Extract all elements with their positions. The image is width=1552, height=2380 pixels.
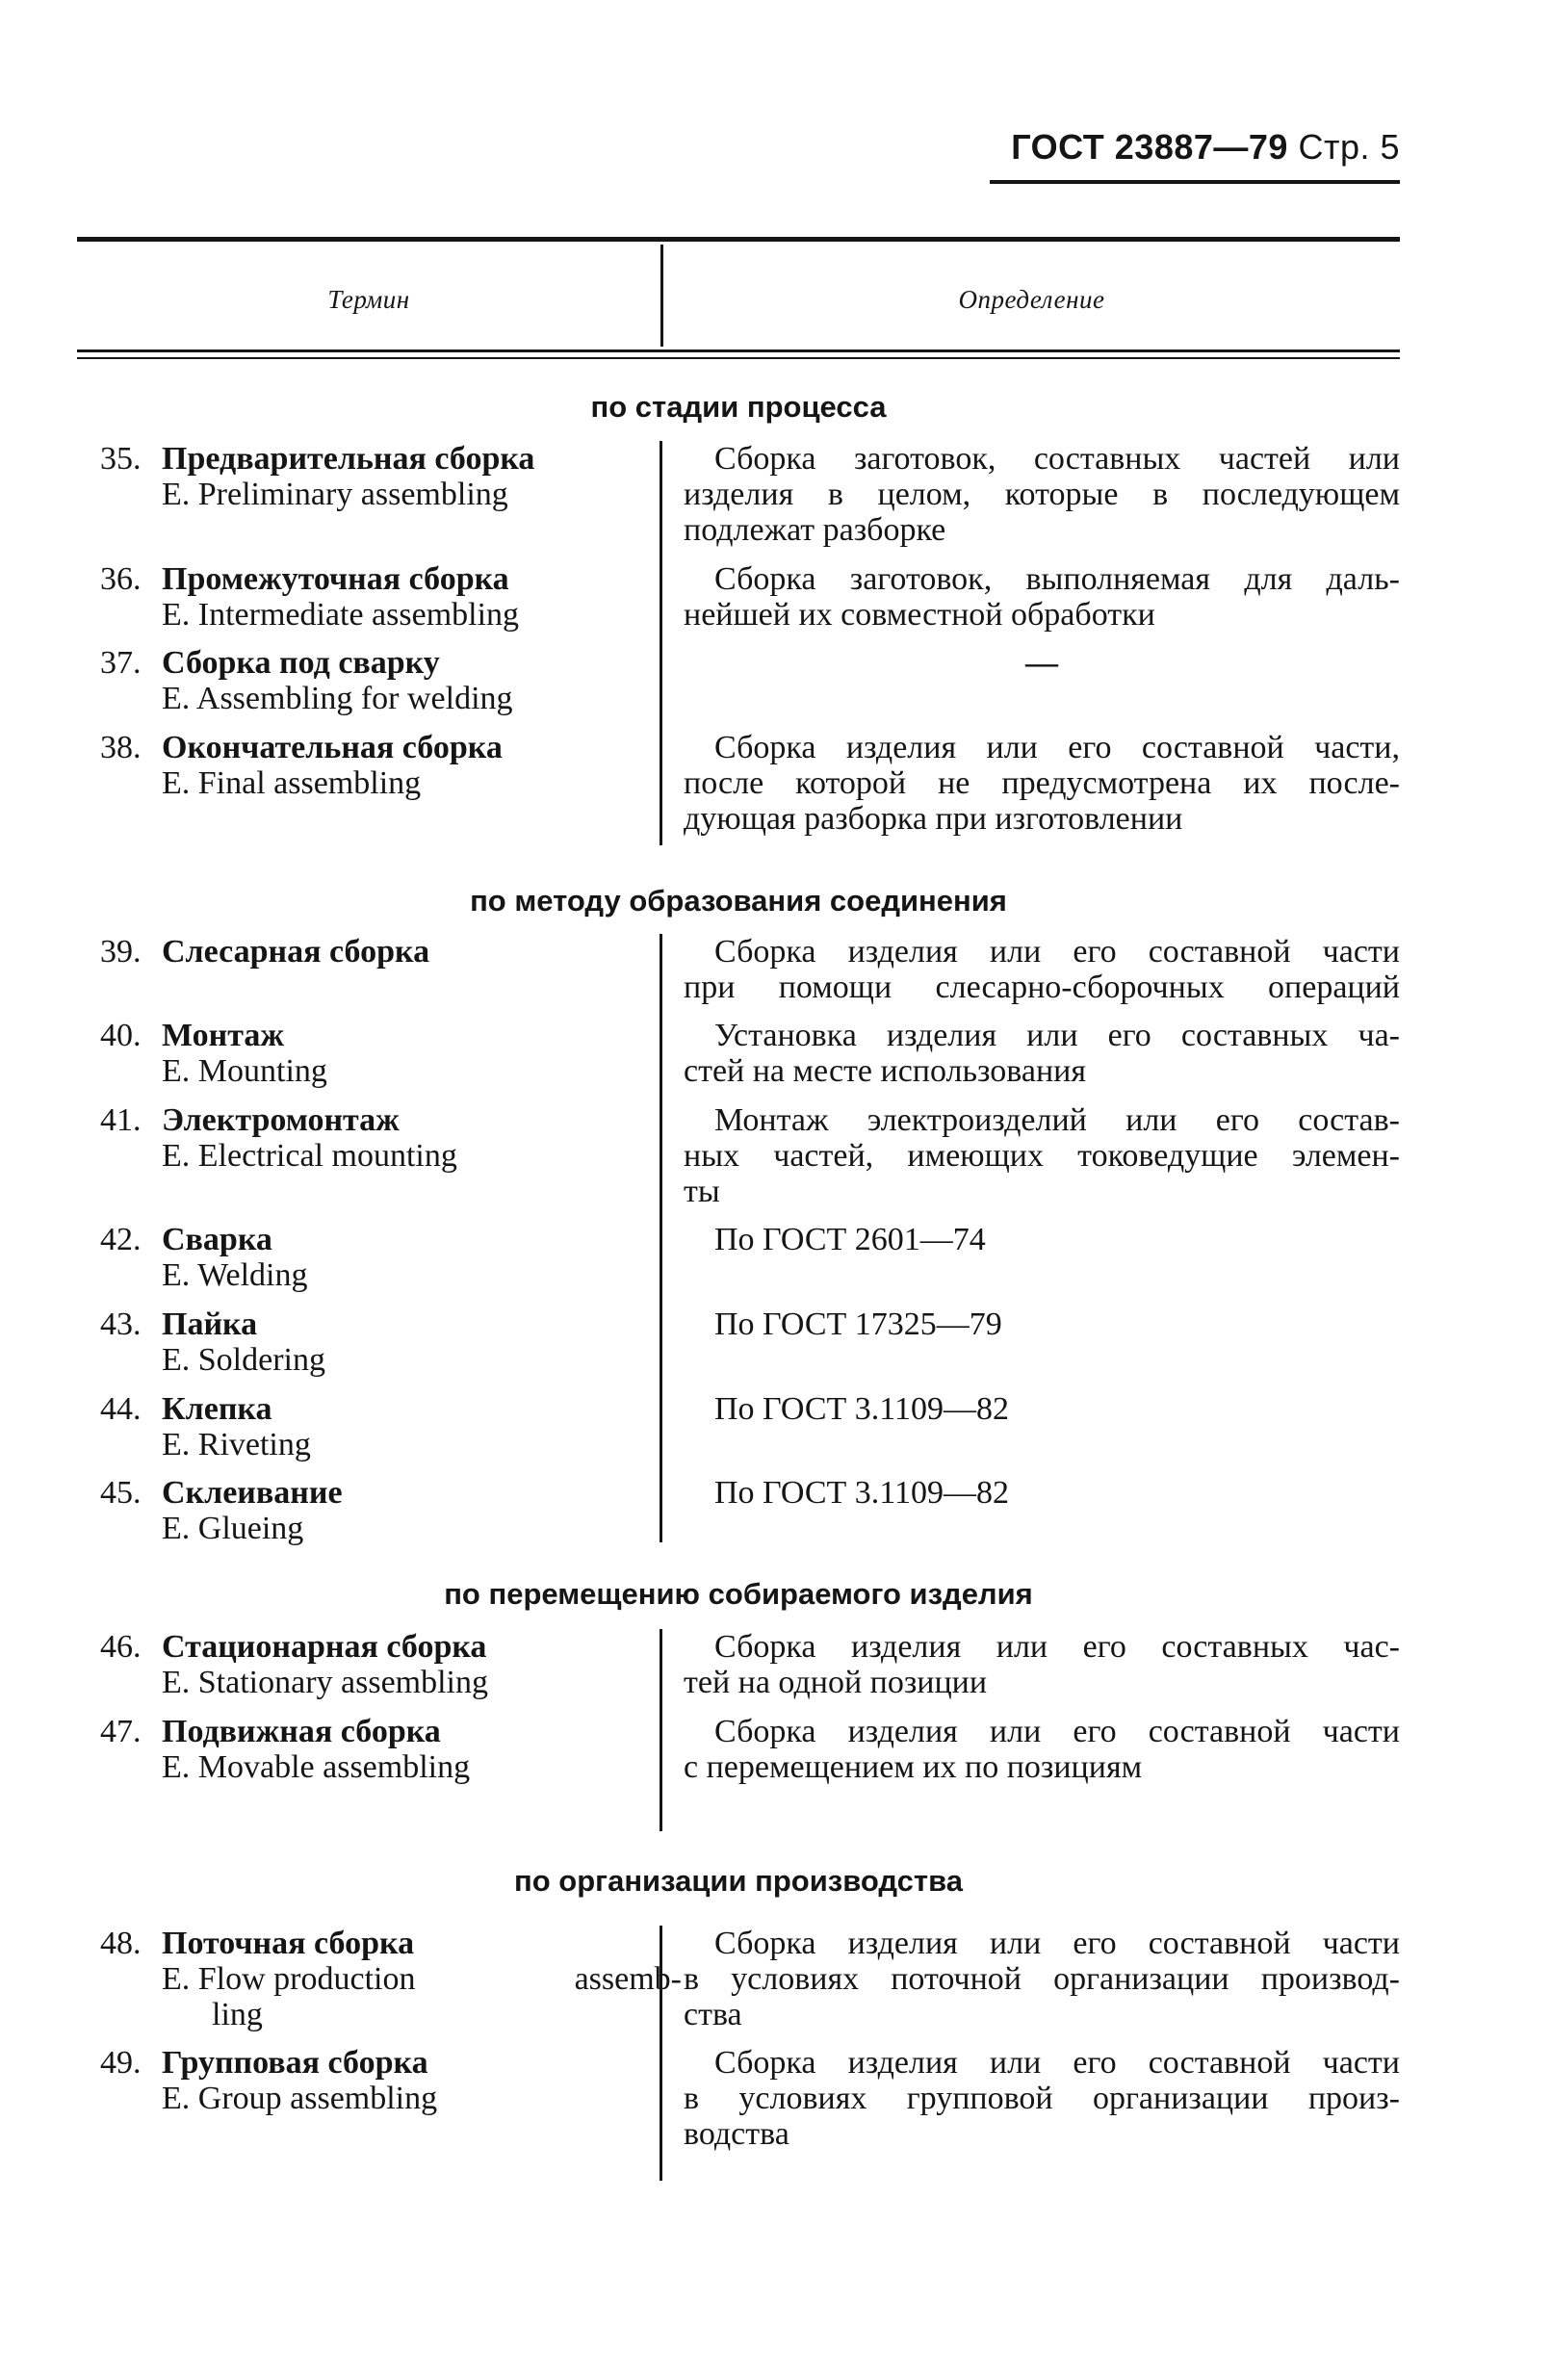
definition-line: Сборка изделия или его составной части [714,1926,1400,1961]
term-english-part: assemb- [574,1961,682,1997]
column-header-definition: Определение [958,285,1105,314]
term-definition [684,645,1400,681]
definition-line: Сборка заготовок, составных частей или [714,441,1400,477]
term-russian: Стационарная сборка [162,1629,487,1665]
section-title: по перемещению собираемого изделия [444,1577,1033,1611]
column-divider [660,934,662,1542]
term-russian: Монтаж [162,1018,285,1053]
term-entry [100,1475,639,1546]
term-english: E. Glueing [162,1511,304,1546]
term-entry [100,934,639,970]
term-definition [684,441,1400,548]
definition-line: при помощи слесарно-сборочных операций [684,970,1400,1005]
term-number: 39. [100,934,142,970]
definition-line: Сборка изделия или его составной части [714,934,1400,970]
term-entry [100,1926,682,2032]
term-russian: Сборка под сварку [162,645,440,681]
definition-line: ных частей, имеющих токоведущие элемен- [684,1138,1400,1174]
table-head-rule [77,357,1400,359]
definition-line: тей на одной позиции [684,1665,988,1700]
term-entry [100,1714,639,1785]
definition-line: Монтаж электроизделий или его состав- [714,1102,1400,1138]
term-number: 48. [100,1926,142,1961]
term-number: 44. [100,1391,142,1427]
term-definition [684,730,1400,837]
column-divider [660,441,662,845]
term-definition [684,1629,1400,1700]
definition-dash: — [1025,645,1058,681]
standard-number: ГОСТ 23887—79 [1011,127,1288,167]
term-english: E. Soldering [162,1342,325,1378]
term-definition [684,934,1400,1005]
definition-line: Сборка изделия или его составной части [714,2045,1400,2081]
term-number: 35. [100,441,142,477]
term-russian: Электромонтаж [162,1102,400,1138]
term-number: 45. [100,1475,142,1511]
definition-line: ты [684,1174,720,1209]
term-definition [684,1306,1400,1342]
definition-line: изделия в целом, которые в последующем [684,477,1400,512]
term-english: E. Stationary assembling [162,1665,489,1700]
term-number: 41. [100,1102,142,1138]
table-head-rule [77,349,1400,352]
term-english: E. Assembling for welding [162,681,513,716]
term-entry [100,1102,639,1174]
term-entry [100,730,639,801]
term-number: 47. [100,1714,142,1749]
definition-line: Сборка заготовок, выполняемая для даль- [714,561,1400,597]
term-entry [100,645,639,716]
term-number: 43. [100,1306,142,1342]
term-russian: Промежуточная сборка [162,561,509,597]
term-definition [684,561,1400,633]
definition-line: По ГОСТ 17325—79 [714,1306,1002,1342]
term-number: 40. [100,1018,142,1053]
term-number: 46. [100,1629,142,1665]
definition-line: подлежат разборке [684,512,946,548]
term-number: 42. [100,1222,142,1257]
term-entry [100,1629,639,1700]
term-english: E. Preliminary assembling [162,477,508,512]
term-english: E. Group assembling [162,2081,438,2116]
section-title: по стадии процесса [590,390,887,424]
definition-line: Сборка изделия или его составной части, [714,730,1400,765]
term-entry [100,2045,639,2116]
term-russian: Сварка [162,1222,272,1257]
term-russian: Пайка [162,1306,258,1342]
term-entry [100,1222,639,1293]
definition-line: нейшей их совместной обработки [684,597,1155,633]
page-number: Стр. 5 [1298,127,1400,167]
definition-line: Установка изделия или его составных ча- [714,1018,1400,1053]
term-english: E. Mounting [162,1053,327,1089]
term-definition [684,1926,1400,2032]
term-entry [100,1018,639,1089]
term-russian: Предварительная сборка [162,441,535,477]
column-header-term: Термин [327,285,410,314]
definition-line: стей на месте использования [684,1053,1086,1089]
definition-line: По ГОСТ 3.1109—82 [714,1391,1010,1427]
definition-line: водства [684,2116,789,2152]
term-definition [684,1222,1400,1257]
term-definition [684,2045,1400,2152]
term-entry [100,561,639,633]
definition-line: По ГОСТ 3.1109—82 [714,1475,1010,1511]
term-russian: Окончательная сборка [162,730,503,765]
definition-line: с перемещением их по позициям [684,1749,1143,1785]
term-number: 37. [100,645,142,681]
term-russian: Подвижная сборка [162,1714,441,1749]
definition-line: дующая разборка при изготовлении [684,801,1183,837]
definition-line: Сборка изделия или его составных час- [714,1629,1400,1665]
term-english: E. Final assembling [162,765,422,801]
table-top-rule [77,237,1400,242]
definition-line: ства [684,1997,742,2032]
term-english: E. Electrical mounting [162,1138,457,1174]
term-russian: Клепка [162,1391,272,1427]
page-header [1011,127,1400,168]
term-definition [684,1102,1400,1209]
term-russian: Склеивание [162,1475,343,1511]
term-definition [684,1391,1400,1427]
term-english-continuation: ling [212,1997,263,2032]
definition-line: в условиях групповой организации произ- [684,2081,1400,2116]
term-russian: Групповая сборка [162,2045,428,2081]
definition-line: после которой не предусмотрена их после- [684,765,1400,801]
term-english: E. Intermediate assembling [162,597,520,633]
term-definition [684,1714,1400,1785]
term-definition [684,1018,1400,1089]
term-russian: Слесарная сборка [162,934,430,970]
term-definition [684,1475,1400,1511]
definition-line: в условиях поточной организации производ- [684,1961,1400,1997]
term-number: 38. [100,730,142,765]
section-title: по методу образования соединения [470,884,1007,918]
header-rule [990,180,1400,184]
term-russian: Поточная сборка [162,1926,415,1961]
section-title: по организации производства [514,1864,963,1898]
column-divider [660,1629,662,1831]
term-entry [100,1306,639,1378]
term-english-part: E. Flow production [162,1961,416,1997]
term-english [100,1961,682,1997]
term-english: E. Movable assembling [162,1749,471,1785]
term-number: 36. [100,561,142,597]
term-entry [100,1391,639,1462]
definition-line: Сборка изделия или его составной части [714,1714,1400,1749]
term-english: E. Welding [162,1257,308,1293]
definition-line: По ГОСТ 2601—74 [714,1222,986,1257]
term-number: 49. [100,2045,142,2081]
term-english: E. Riveting [162,1427,311,1462]
term-entry [100,441,639,512]
